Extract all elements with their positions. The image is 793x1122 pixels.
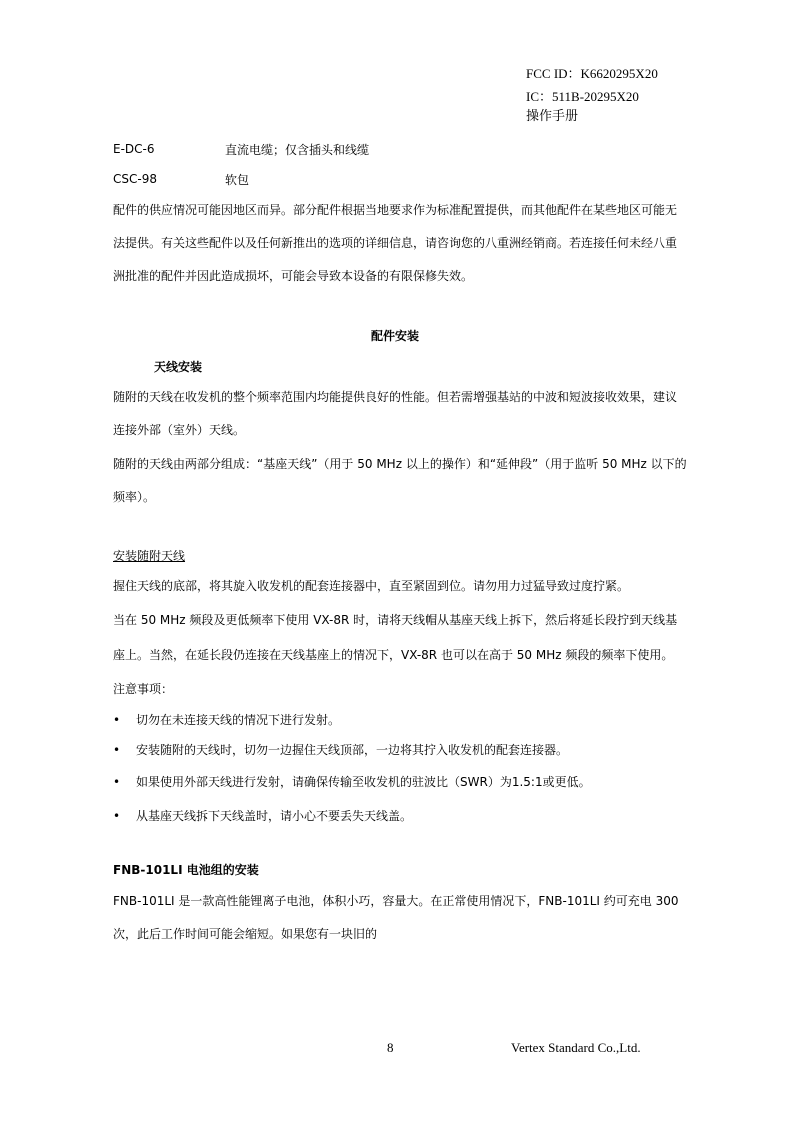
manual-title: 操作手册: [526, 109, 579, 124]
fcc-id: FCC ID：K6620295X20: [526, 66, 658, 81]
antenna-title: 天线安装: [154, 360, 203, 374]
battery-line: FNB-101LI 是一款高性能锂离子电池，体积小巧，容量大。在正常使用情况下，FNB-101LI 约可充电 300: [113, 894, 679, 908]
note-item: 从基座天线拆下天线盖时，请小心不要丢失天线盖。: [136, 809, 413, 823]
antenna-intro-line: 连接外部（室外）天线。: [113, 423, 246, 437]
antenna-intro-line: 随附的天线在收发机的整个频率范围内均能提供良好的性能。但若需增强基站的中波和短波接收效果，建议: [113, 390, 678, 404]
page-number: 8: [387, 1040, 394, 1055]
note-item: 安装随附的天线时，切勿一边握住天线顶部，一边将其拧入收发机的配套连接器。: [136, 743, 569, 757]
accessory-desc-2: 软包: [225, 173, 250, 187]
accessory-code-1: E-DC-6: [113, 142, 155, 156]
bullet-icon: •: [113, 809, 121, 823]
install-line: 当在 50 MHz 频段及更低频率下使用 VX-8R 时，请将天线帽从基座天线上拆下，然后将延长段拧到天线基: [113, 613, 678, 627]
install-line: 握住天线的底部，将其旋入收发机的配套连接器中，直至紧固到位。请勿用力过猛导致过度拧紧。: [113, 579, 630, 593]
bullet-icon: •: [113, 713, 121, 727]
accessory-desc-1: 直流电缆；仅含插头和线缆: [225, 143, 370, 157]
availability-line: 配件的供应情况可能因地区而异。部分配件根据当地要求作为标准配置提供，而其他配件在某些地区可能无: [113, 203, 678, 217]
bullet-icon: •: [113, 775, 121, 789]
section-title: 配件安装: [371, 329, 420, 343]
availability-line: 法提供。有关这些配件以及任何新推出的选项的详细信息，请咨询您的八重洲经销商。若连接任何未经八重: [113, 236, 678, 250]
install-line: 座上。当然，在延长段仍连接在天线基座上的情况下，VX-8R 也可以在高于 50 MHz 频段的频率下使用。: [113, 648, 674, 662]
notes-heading: 注意事项：: [113, 682, 174, 696]
battery-title: FNB-101LI 电池组的安装: [113, 863, 259, 877]
install-heading: 安装随附天线: [113, 549, 186, 563]
antenna-intro-line: 随附的天线由两部分组成：“基座天线”（用于 50 MHz 以上的操作）和“延伸段”（用于监听 50 MHz 以下的: [113, 457, 687, 471]
note-item: 如果使用外部天线进行发射，请确保传输至收发机的驻波比（SWR）为1.5:1或更低。: [136, 775, 591, 789]
antenna-intro-line: 频率）。: [113, 490, 156, 504]
accessory-code-2: CSC-98: [113, 172, 157, 186]
note-item: 切勿在未连接天线的情况下进行发射。: [136, 713, 341, 727]
ic-number: IC：511B-20295X20: [526, 89, 639, 104]
company-name: Vertex Standard Co.,Ltd.: [511, 1040, 641, 1055]
battery-line: 次，此后工作时间可能会缩短。如果您有一块旧的: [113, 927, 378, 941]
availability-line: 洲批准的配件并因此造成损坏，可能会导致本设备的有限保修失效。: [113, 269, 474, 283]
bullet-icon: •: [113, 743, 121, 757]
